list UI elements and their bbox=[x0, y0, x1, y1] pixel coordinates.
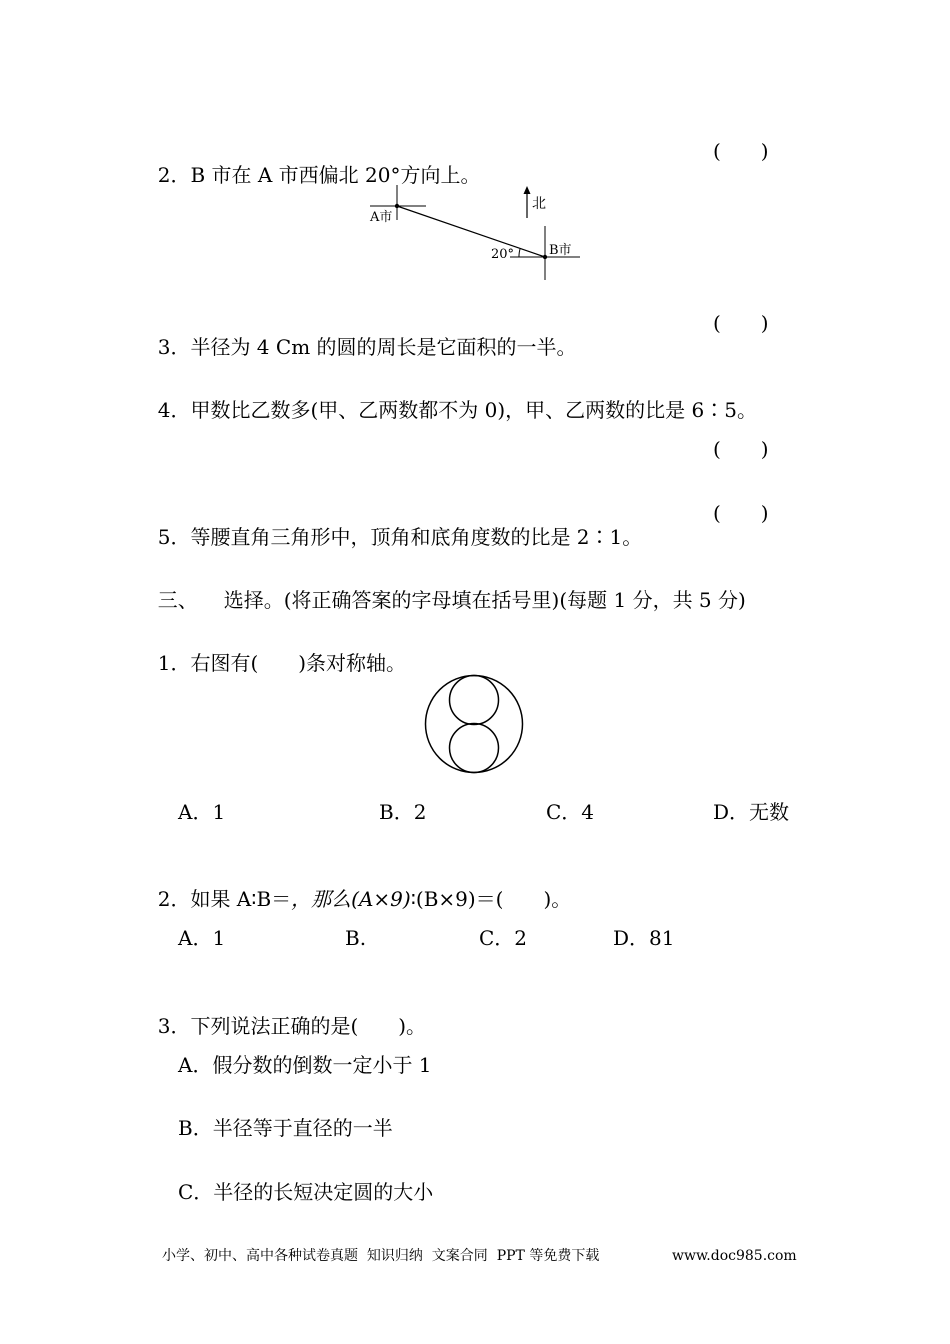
north-arrow-head bbox=[524, 186, 531, 194]
option-b: B．半径等于直径的一半 bbox=[178, 1116, 393, 1140]
judgement-q3 bbox=[145, 311, 577, 359]
judgement-q5 bbox=[145, 501, 642, 549]
question-number: 1． bbox=[157, 651, 191, 675]
option-c: C．半径的长短决定圆的大小 bbox=[178, 1180, 434, 1204]
question-text: B 市在 A 市西偏北 20°方向上。 bbox=[190, 163, 481, 187]
circle-figure bbox=[422, 672, 526, 776]
question-text: 下列说法正确的是( )。 bbox=[190, 1014, 427, 1038]
option-b: B．2 bbox=[379, 800, 427, 824]
footer-url[interactable]: www.doc985.com bbox=[672, 1248, 797, 1264]
label-b: B市 bbox=[549, 243, 572, 258]
footer-text: 小学、初中、高中各种试卷真题 知识归纳 文案合同 PPT 等免费下载 bbox=[162, 1248, 600, 1264]
question-number: 4． bbox=[157, 398, 191, 422]
option-c: C．2 bbox=[479, 926, 528, 950]
inner-circle-bottom bbox=[450, 724, 499, 773]
option-d: D．无数 bbox=[713, 800, 790, 824]
question-text: 等腰直角三角形中，顶角和底角度数的比是 2∶1。 bbox=[190, 525, 643, 549]
label-a: A市 bbox=[370, 210, 393, 225]
choice-q2 bbox=[145, 863, 571, 911]
question-number: 5． bbox=[157, 525, 191, 549]
question-text-a: 如果 A∶B＝ bbox=[190, 887, 292, 911]
answer-paren: ( ) bbox=[713, 501, 769, 525]
angle-arc bbox=[519, 249, 520, 257]
question-text: 半径为 4 Cm 的圆的周长是它面积的一半。 bbox=[190, 335, 577, 359]
choice-q1 bbox=[145, 627, 406, 675]
question-number: 2． bbox=[157, 163, 191, 187]
label-angle: 20° bbox=[491, 247, 515, 262]
section-title: 选择。(将正确答案的字母填在括号里)(每题 1 分，共 5 分) bbox=[223, 588, 746, 612]
answer-paren: ( ) bbox=[713, 139, 769, 163]
option-a: A．1 bbox=[178, 926, 226, 950]
option-a: A．假分数的倒数一定小于 1 bbox=[178, 1053, 432, 1077]
section-number: 三、 bbox=[157, 588, 198, 612]
question-number: 3． bbox=[157, 335, 191, 359]
choice-q3 bbox=[145, 990, 426, 1038]
judgement-q4 bbox=[145, 374, 757, 422]
option-c: C．4 bbox=[546, 800, 595, 824]
answer-paren: ( ) bbox=[713, 311, 769, 335]
question-text: 右图有( )条对称轴。 bbox=[190, 651, 407, 675]
question-text-b: ，那么(A×9) bbox=[291, 887, 411, 911]
question-text-c: ∶(B×9)＝( )。 bbox=[410, 887, 572, 911]
option-d: D．81 bbox=[613, 926, 675, 950]
question-number: 2． bbox=[157, 887, 191, 911]
option-b: B. bbox=[345, 926, 367, 950]
point-b bbox=[543, 255, 547, 259]
question-number: 3． bbox=[157, 1014, 191, 1038]
direction-diagram bbox=[360, 180, 590, 285]
ab-line bbox=[397, 206, 545, 257]
section-heading bbox=[145, 564, 746, 612]
option-a: A．1 bbox=[178, 800, 226, 824]
label-north: 北 bbox=[532, 196, 546, 212]
inner-circle-top bbox=[450, 676, 499, 725]
answer-paren: ( ) bbox=[713, 437, 769, 461]
question-text: 甲数比乙数多(甲、乙两数都不为 0)，甲、乙两数的比是 6∶5。 bbox=[190, 398, 757, 422]
